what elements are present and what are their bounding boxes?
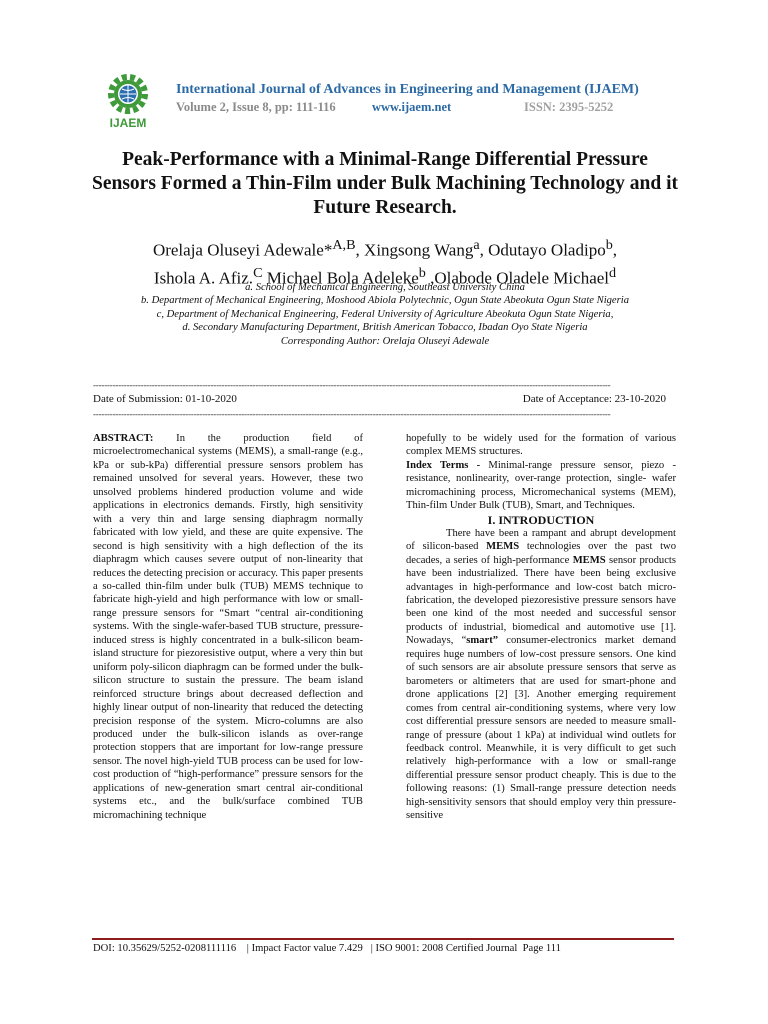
footer-rule bbox=[92, 938, 674, 940]
author-name: Orelaja Oluseyi Adewale* bbox=[152, 240, 333, 260]
ijaem-logo bbox=[98, 70, 158, 130]
dashed-divider: ----------------------------------------------------------------------------------------------------------------------------------------------------------------------------------------- bbox=[93, 380, 611, 390]
corresponding-author: Corresponding Author: Orelaja Oluseyi Adewale bbox=[280, 335, 490, 347]
affiliation-line: d. Secondary Manufacturing Department, British American Tobacco, Ibadan Oyo State Nigeria bbox=[182, 322, 588, 334]
journal-name: International Journal of Advances in Engineering and Management (IJAEM) bbox=[176, 82, 639, 97]
intro-text: sensor products have been industrialized. There have been being exclusive advantages in high-performance and low-cost batch micro-fabrication, the developed piezoresistive pressure sensors have been one kind of the most needed and successful sensor products of industrial, biomedical and automotive use [1]. Nowadays, “ bbox=[406, 554, 676, 647]
author-sup: b bbox=[605, 237, 613, 253]
introduction-paragraph bbox=[406, 527, 676, 823]
author-sup: C bbox=[253, 264, 263, 281]
affiliation-line: c, Department of Mechanical Engineering, Federal University of Agriculture Abeokuta Ogun State Nigeria, bbox=[156, 308, 614, 320]
journal-header bbox=[176, 82, 656, 115]
left-column bbox=[93, 432, 363, 822]
affiliations bbox=[90, 281, 680, 348]
intro-text: consumer-electronics market demand requires huge numbers of low-cost pressure sensors. One kind of such sensors are air absolute pressure sensors that serve as barometers or altimeters that are used for smart-phone and drone applications [2] [3]. Another emerging requirement comes from central air-conditioning systems, where very low cost differential pressure sensors are needed to measure small-range of pressure (about 1 kPa) at individual wind outlets for feedback control. Meanwhile, it is very difficult to get such relatively high-performance with a low or small-range differential pressure sensor product cheaply. This is due to the following reasons: (1) Small-range pressure detection needs high-sensitivity sensors that should employ very thin pressure-sensitive bbox=[406, 635, 677, 822]
logo-text: IJAEM bbox=[109, 116, 147, 130]
author-name: Michael Bola Adeleke bbox=[262, 268, 419, 288]
author-sup: a bbox=[473, 237, 480, 253]
abstract-continued: hopefully to be widely used for the formation of various complex MEMS structures. bbox=[406, 433, 676, 458]
author-sep: , bbox=[612, 240, 618, 260]
submission-date: Date of Submission: 01-10-2020 bbox=[93, 393, 237, 405]
dashed-divider: ----------------------------------------------------------------------------------------------------------------------------------------------------------------------------------------- bbox=[93, 409, 611, 419]
journal-meta bbox=[176, 100, 656, 115]
journal-issn: ISSN: 2395-5252 bbox=[524, 100, 614, 114]
abstract bbox=[93, 432, 363, 822]
journal-volume: Volume 2, Issue 8, pp: 111-116 bbox=[176, 100, 336, 114]
abstract-text: In the production field of microelectromechanical systems (MEMS), a small-range (e.g., kPa or sub-kPa) differential pressure sensors problem has remained unsolved for several years. However, these two unsolved problems hindered production volume and wide applications in electronics demands. Firstly, high sensitivity with a very thin and large sensing diaphragm normally fabricated with low yield, and these are quite expensive. The second is high sensitivity with a high deflection of the its diaphragm which causes severe output of non-linearity that reduces the detecting precision or accuracy. This paper presents a so-called thin-film under bulk (TUB) MEMS technique to fabricate high-yield and high performance with low or small-range pressure sensors for “Smart “central air-conditioning systems. With the single-wafer-based TUB structure, pressure-induced stress is highly concentrated in a bulk-silicon beam-island structure for piezoresistive output, where a very thin but uniform poly-silicon diaphragm can be formed under the bulk-silicon structure to sustain the pressure. The beam island reinforced structure brings about decreased deflection and highly linear output of non-linearity that reduced the detecting precision response of the system. Micro-columns are also produced under the bulk-silicon islands as over-range protection stoppers that are important for low-range pressure sensor. The novel high-yield TUB process can be used for low-cost production of “high-performance” pressure sensors for the applications of new-generation smart central air-conditional systems etc., and the bulk/surface combined TUB micromachining technique bbox=[93, 433, 363, 821]
footer-iso: | ISO 9001: 2008 Certified Journal bbox=[370, 943, 518, 954]
author-name: , Xingsong Wang bbox=[355, 240, 474, 260]
journal-url[interactable]: www.ijaem.net bbox=[372, 100, 452, 114]
footer-impact: | Impact Factor value 7.429 bbox=[246, 943, 363, 954]
footer-page: Page 111 bbox=[522, 943, 561, 954]
index-terms-text: Minimal-range pressure sensor, piezo - resistance, nonlinearity, over-range protection, single- wafer micromachining process, Micromechanical systems (MEM), Thin-film Under Bulk (TUB), Smart, and Techniques. bbox=[406, 459, 676, 512]
footer-doi[interactable]: DOI: 10.35629/5252-0208111116 bbox=[93, 943, 237, 954]
intro-bold: MEMS bbox=[486, 541, 520, 553]
acceptance-date: Date of Acceptance: 23-10-2020 bbox=[522, 393, 666, 405]
right-column bbox=[406, 432, 676, 823]
author-sup: A,B bbox=[332, 237, 356, 253]
author-name: ,Olabode Oladele Michael bbox=[425, 268, 610, 288]
affiliation-line: b. Department of Mechanical Engineering, Moshood Abiola Polytechnic, Ogun State Abeokuta Ogun State Nigeria bbox=[140, 295, 629, 307]
affiliation-line: a. School of Mechanical Engineering, Southeast University China bbox=[245, 282, 525, 293]
intro-text: technologies over the past two decades, a series of high-performance bbox=[406, 541, 676, 566]
index-terms bbox=[406, 459, 676, 513]
page-footer bbox=[93, 943, 675, 954]
author-name: Ishola A. Afiz. bbox=[153, 268, 254, 288]
paper-title: Peak-Performance with a Minimal-Range Differential Pressure Sensors Formed a Thin-Film under Bulk Machining Technology and it Future Research. bbox=[91, 149, 679, 218]
section-heading-introduction: I. INTRODUCTION bbox=[487, 512, 595, 527]
intro-text: There have been a rampant and abrupt development of silicon-based bbox=[406, 527, 676, 553]
intro-bold: smart” bbox=[466, 635, 499, 647]
index-terms-label: Index Terms - bbox=[406, 459, 481, 471]
author-sup: d bbox=[609, 264, 617, 281]
abstract-label: ABSTRACT: bbox=[93, 433, 154, 444]
author-sup: b bbox=[418, 264, 426, 281]
intro-bold: MEMS bbox=[572, 554, 606, 566]
globe-icon bbox=[120, 86, 137, 103]
author-name: , Odutayo Oladipo bbox=[479, 240, 606, 260]
